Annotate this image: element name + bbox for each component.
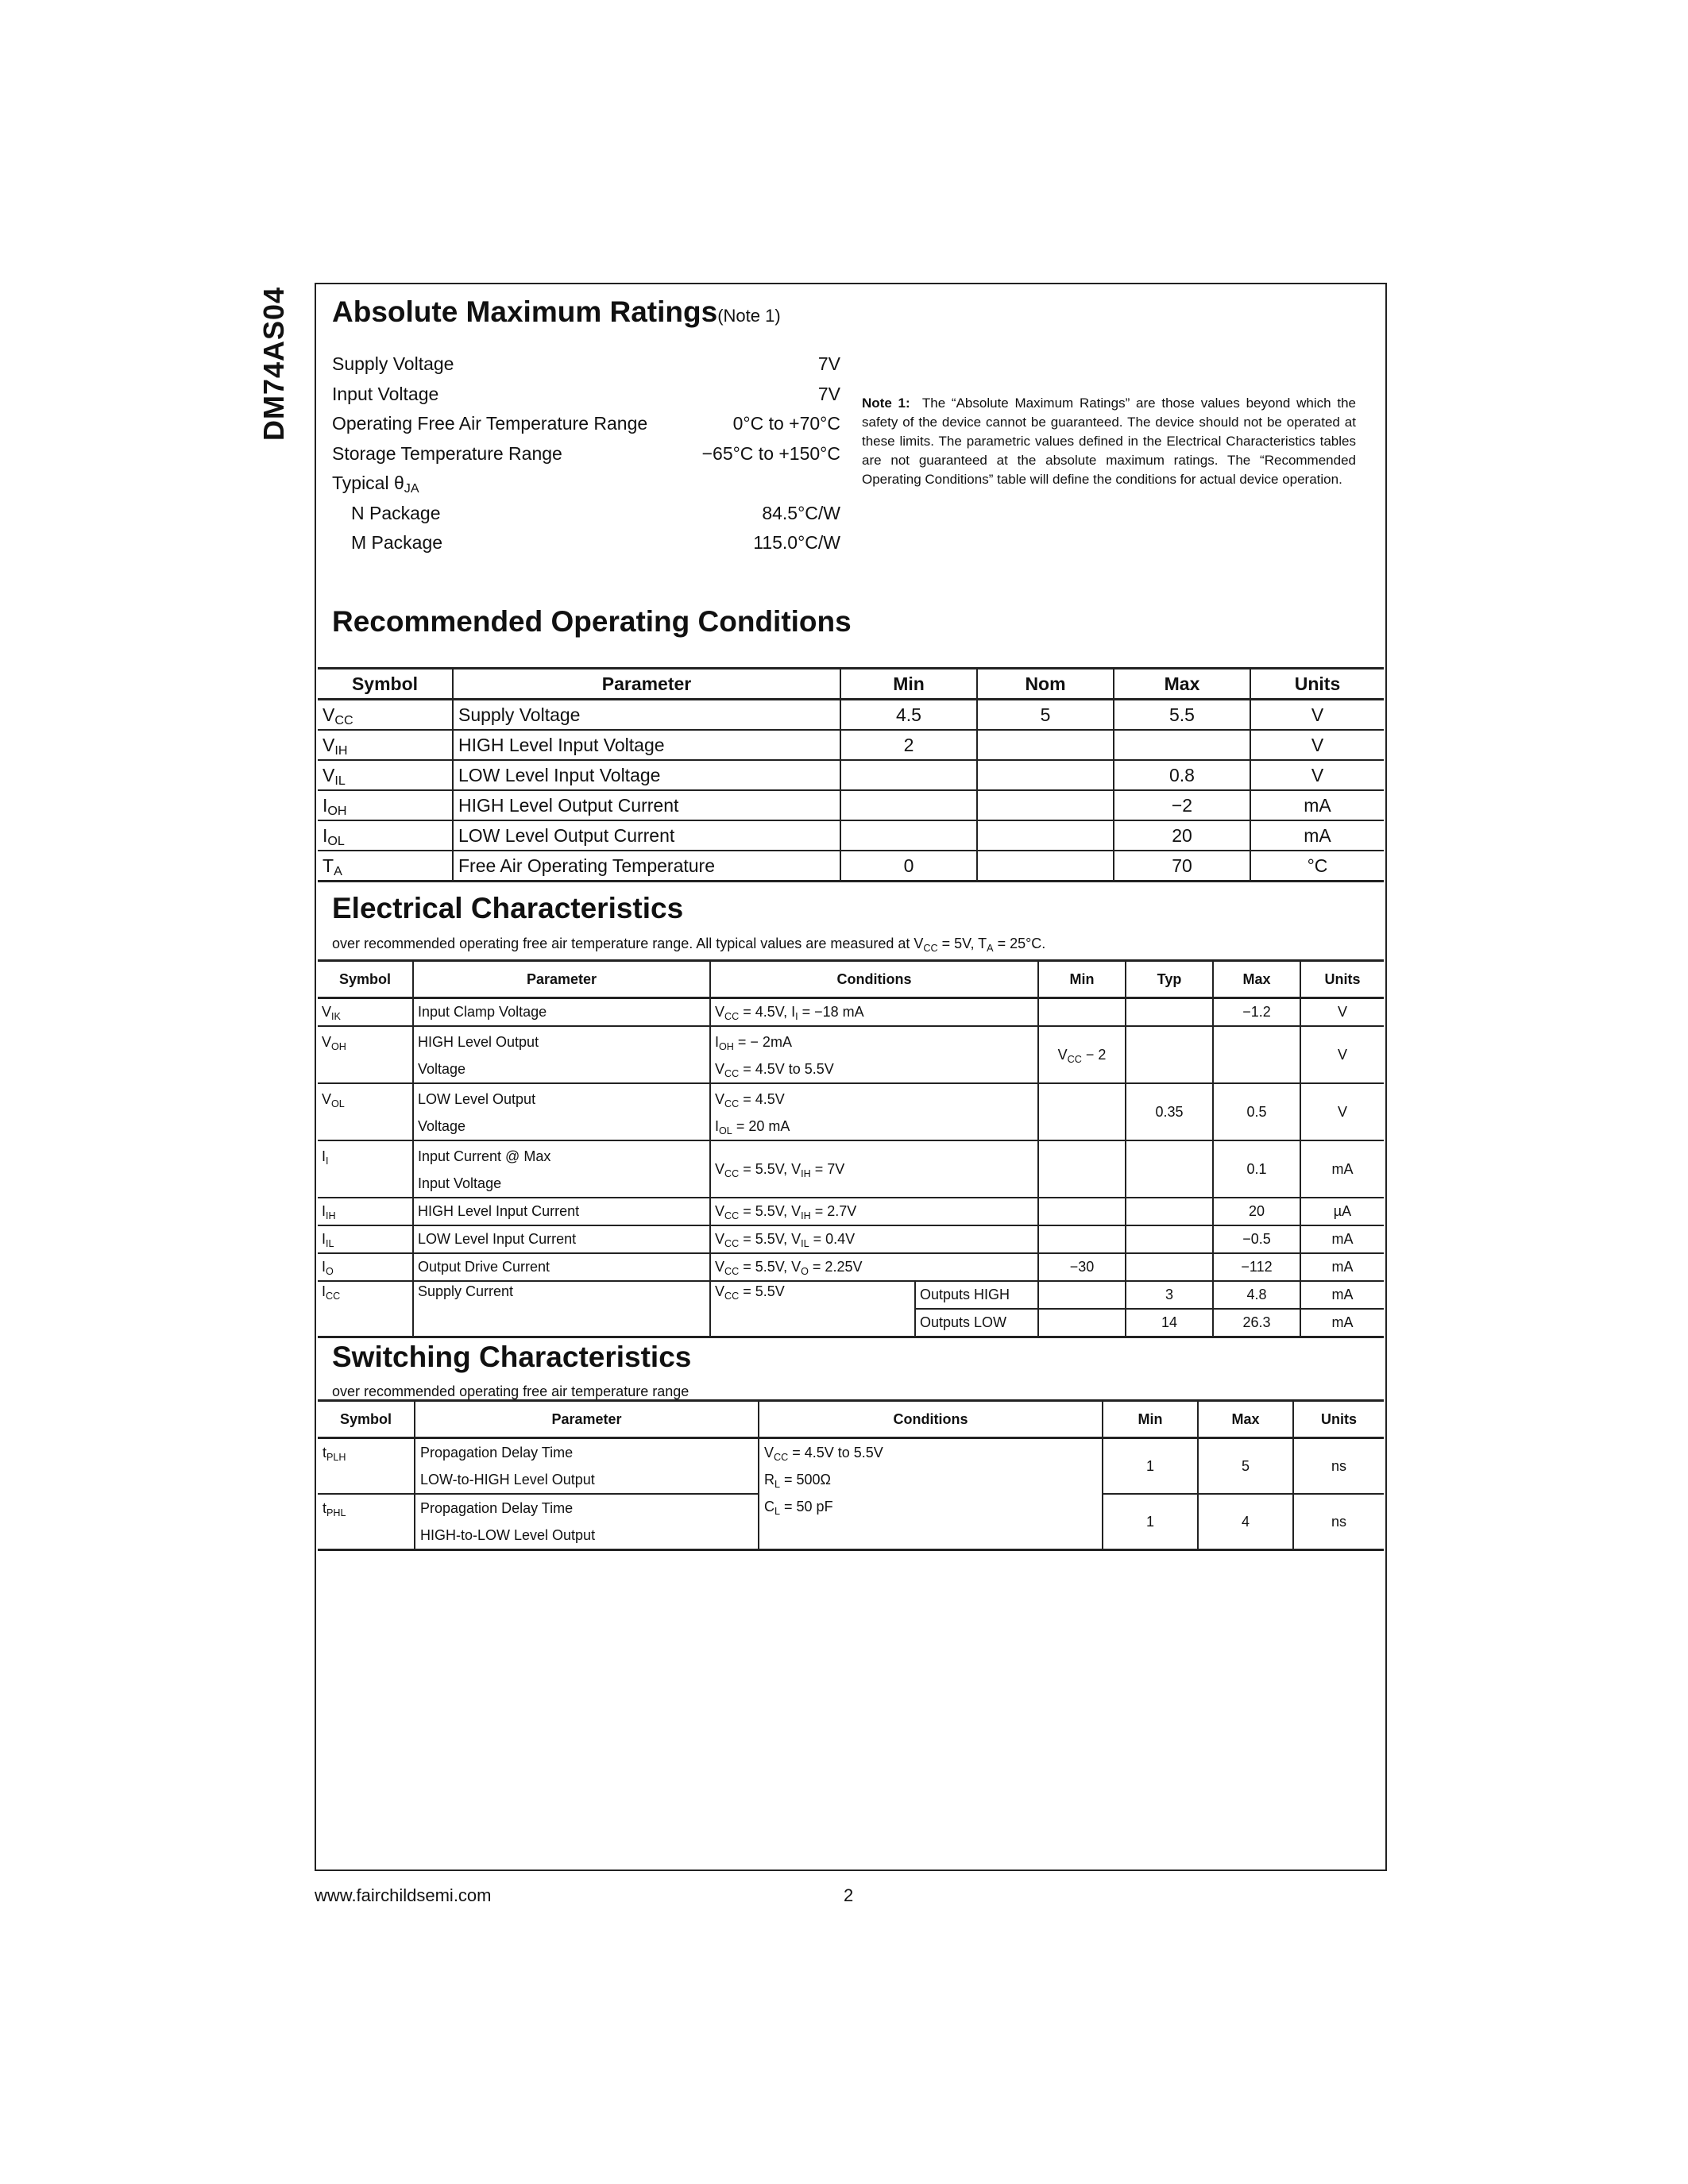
table-cell: LOW-to-HIGH Level Output — [420, 1472, 595, 1488]
table-cell — [1038, 1225, 1126, 1253]
table-cell: mA — [1300, 1225, 1384, 1253]
text: 0°C to +70°C — [732, 413, 840, 434]
text: Typical θ — [332, 473, 404, 493]
table-cell — [318, 820, 453, 851]
table-cell: V — [323, 704, 335, 725]
table-cell: = 500Ω — [780, 1472, 832, 1488]
table-cell: I — [326, 1156, 329, 1167]
table-cell — [710, 1026, 1038, 1083]
table-cell — [318, 1140, 413, 1198]
table-cell — [1126, 1140, 1213, 1198]
table-cell — [318, 1026, 413, 1083]
table-cell: A — [334, 863, 342, 878]
table-cell: IH — [326, 1210, 336, 1221]
table-cell — [413, 1140, 710, 1198]
table-cell: CC — [774, 1452, 789, 1463]
table-cell: = 4.5V — [739, 1091, 785, 1107]
table-cell: mA — [1250, 790, 1384, 820]
sc-subtitle: over recommended operating free air temperature range — [332, 1383, 689, 1399]
ec-heading: Electrical Characteristics — [332, 892, 684, 924]
column-header: Symbol — [318, 669, 453, 700]
table-cell — [318, 1494, 415, 1550]
table-cell: 5 — [977, 700, 1114, 731]
text: = 25°C. — [993, 936, 1046, 951]
table-cell: Output Drive Current — [413, 1253, 710, 1281]
table-cell — [318, 1438, 415, 1495]
table-cell: HIGH Level Input Current — [413, 1198, 710, 1225]
table-cell: Propagation Delay Time — [420, 1445, 574, 1461]
page-number: 2 — [844, 1885, 854, 1905]
table-cell: = 50 pF — [780, 1499, 833, 1515]
table-cell: CC — [326, 1291, 341, 1302]
text: 7V — [817, 353, 840, 374]
table-cell: CC — [1067, 1053, 1082, 1065]
table-cell: CC — [724, 1291, 740, 1302]
column-header: Conditions — [759, 1401, 1103, 1438]
table-cell: t — [323, 1500, 327, 1516]
sc-table — [318, 1399, 1384, 1551]
column-header: Max — [1198, 1401, 1293, 1438]
column-header: Min — [1038, 961, 1126, 998]
table-cell: 2 — [840, 730, 977, 760]
table-cell: −2 — [1114, 790, 1250, 820]
table-cell — [759, 1438, 1103, 1550]
column-header: Parameter — [413, 961, 710, 998]
roc-heading: Recommended Operating Conditions — [332, 605, 852, 638]
table-cell — [710, 1225, 1038, 1253]
amr-row — [332, 528, 840, 558]
table-cell: IK — [331, 1011, 341, 1022]
table-cell — [710, 1198, 1038, 1225]
table-cell — [1126, 998, 1213, 1027]
table-cell: V — [1300, 1026, 1384, 1083]
column-header: Min — [840, 669, 977, 700]
table-cell: I — [322, 1231, 326, 1247]
table-cell — [318, 1198, 413, 1225]
table-cell: 1 — [1103, 1494, 1198, 1550]
table-cell: 70 — [1114, 851, 1250, 882]
side-title — [254, 282, 302, 441]
table-row — [318, 1140, 1384, 1198]
table-cell: I — [322, 1203, 326, 1219]
table-cell — [710, 1281, 915, 1337]
table-cell: CC — [334, 712, 353, 727]
table-cell: °C — [1250, 851, 1384, 882]
table-cell — [415, 1438, 759, 1495]
table-cell: Free Air Operating Temperature — [453, 851, 840, 882]
table-cell — [977, 790, 1114, 820]
table-cell: = 5.5V, V — [739, 1203, 802, 1219]
column-header: Min — [1103, 1401, 1198, 1438]
amr-heading — [332, 295, 781, 329]
table-cell: HIGH Level Output — [418, 1034, 539, 1050]
table-cell: LOW Level Output — [418, 1091, 536, 1107]
table-cell — [977, 730, 1114, 760]
note-ref: (Note 1) — [717, 306, 781, 326]
table-cell: = 5.5V — [739, 1283, 785, 1299]
table-cell: = 5.5V, V — [739, 1259, 802, 1275]
table-cell: 20 — [1213, 1198, 1300, 1225]
table-cell — [318, 1225, 413, 1253]
table-cell: V — [1250, 760, 1384, 790]
table-cell: I — [323, 824, 328, 846]
table-cell: mA — [1250, 820, 1384, 851]
text: M Package — [351, 532, 443, 553]
table-cell: = 5.5V, V — [739, 1160, 802, 1177]
table-cell: IH — [801, 1167, 811, 1179]
table-cell: OH — [327, 803, 347, 818]
roc-table — [318, 667, 1384, 882]
text: The “Absolute Maximum Ratings” are those values beyond which the safety of the device cannot be guaranteed. The device should not be operated at these limits. The parametric values defined in the Electrical Characteristics tables are not guaranteed at the absolute maximum ratings. The “Recommended Operating Conditions” table will define the conditions for actual device operation. — [862, 396, 1356, 487]
table-cell: CC — [724, 1210, 740, 1221]
table-row — [318, 1225, 1384, 1253]
table-row — [318, 820, 1384, 851]
text: CC — [923, 943, 938, 954]
table-cell — [318, 790, 453, 820]
table-cell: 26.3 — [1213, 1309, 1300, 1337]
table-cell: mA — [1300, 1281, 1384, 1309]
table-cell: PHL — [326, 1507, 346, 1518]
table-cell: = 0.4V — [809, 1231, 856, 1247]
table-header-row — [318, 1401, 1384, 1438]
table-cell: 20 — [1114, 820, 1250, 851]
table-cell: V — [715, 1283, 725, 1299]
ec-subtitle — [332, 936, 1045, 952]
table-cell — [840, 820, 977, 851]
table-cell: mA — [1300, 1253, 1384, 1281]
amr-row — [332, 409, 840, 439]
table-cell: V — [322, 1091, 332, 1107]
table-cell: = 7V — [810, 1160, 845, 1177]
table-cell: CC — [724, 1167, 740, 1179]
table-header-row — [318, 961, 1384, 998]
column-header: Symbol — [318, 961, 413, 998]
table-cell: V — [322, 1004, 332, 1020]
table-cell: V — [323, 764, 335, 785]
table-cell: = 20 mA — [732, 1118, 790, 1134]
table-cell: 0.5 — [1213, 1083, 1300, 1140]
table-cell: −112 — [1213, 1253, 1300, 1281]
text: −65°C to +150°C — [701, 442, 840, 464]
table-cell — [1038, 1083, 1126, 1140]
table-cell — [977, 820, 1114, 851]
table-cell: 5.5 — [1114, 700, 1250, 731]
table-cell: T — [323, 855, 334, 876]
amr-row — [332, 469, 840, 499]
table-cell: 3 — [1126, 1281, 1213, 1309]
table-cell: −1.2 — [1213, 998, 1300, 1027]
table-cell — [1038, 998, 1126, 1027]
table-row — [318, 1253, 1384, 1281]
table-cell — [840, 790, 977, 820]
table-cell — [710, 1083, 1038, 1140]
table-cell: = 2.7V — [810, 1203, 857, 1219]
footer-url[interactable]: www.fairchildsemi.com — [315, 1885, 492, 1905]
ec-table — [318, 959, 1384, 1338]
table-cell: Supply Voltage — [453, 700, 840, 731]
table-row — [318, 1198, 1384, 1225]
table-cell — [1038, 1140, 1126, 1198]
table-cell: 4 — [1198, 1494, 1293, 1550]
column-header: Units — [1250, 669, 1384, 700]
table-cell: = − 2mA — [733, 1034, 792, 1050]
column-header: Max — [1114, 669, 1250, 700]
table-cell: I — [795, 1011, 798, 1022]
table-cell: ns — [1293, 1438, 1384, 1495]
table-cell: IH — [801, 1210, 811, 1221]
table-cell: I — [715, 1118, 720, 1134]
table-cell — [415, 1494, 759, 1550]
table-cell: O — [326, 1266, 334, 1277]
table-cell: V — [715, 1091, 725, 1107]
table-cell: Supply Current — [413, 1281, 710, 1337]
column-header: Typ — [1126, 961, 1213, 998]
table-cell: I — [322, 1259, 326, 1275]
table-cell: V — [1300, 1083, 1384, 1140]
table-row — [318, 730, 1384, 760]
table-cell — [318, 998, 413, 1027]
table-cell: LOW Level Input Current — [413, 1225, 710, 1253]
text: Absolute Maximum Ratings — [332, 295, 718, 328]
column-header: Units — [1300, 961, 1384, 998]
table-cell: −30 — [1038, 1253, 1126, 1281]
table-cell: OH — [719, 1041, 734, 1052]
column-header: Conditions — [710, 961, 1038, 998]
text: Note 1: — [862, 396, 910, 411]
table-cell — [318, 1281, 413, 1337]
table-cell: IL — [334, 773, 346, 788]
table-cell: O — [801, 1266, 809, 1277]
table-cell — [1038, 1309, 1126, 1337]
table-cell: mA — [1300, 1309, 1384, 1337]
table-cell: PLH — [326, 1452, 346, 1463]
table-cell: OH — [331, 1041, 346, 1052]
table-cell — [1038, 1281, 1126, 1309]
table-cell: I — [322, 1148, 326, 1164]
table-row — [318, 1438, 1384, 1495]
table-cell: V — [1300, 998, 1384, 1027]
table-cell: V — [715, 1061, 725, 1077]
table-cell: L — [774, 1479, 781, 1490]
table-cell: 14 — [1126, 1309, 1213, 1337]
table-cell — [1038, 1026, 1126, 1083]
text: JA — [404, 481, 419, 496]
table-cell — [318, 760, 453, 790]
amr-row — [332, 349, 840, 380]
table-cell — [1038, 1198, 1126, 1225]
table-cell: V — [764, 1445, 774, 1461]
table-cell: OL — [327, 833, 345, 848]
table-cell — [1126, 1253, 1213, 1281]
table-cell: V — [323, 734, 335, 755]
table-cell: 0.1 — [1213, 1140, 1300, 1198]
table-cell: IL — [801, 1238, 809, 1249]
table-row — [318, 1281, 1384, 1309]
part-number: DM74AS04 — [257, 286, 290, 441]
table-row — [318, 700, 1384, 731]
table-cell: V — [322, 1034, 332, 1050]
table-cell: Propagation Delay Time — [420, 1500, 574, 1516]
table-cell: LOW Level Output Current — [453, 820, 840, 851]
table-cell — [318, 730, 453, 760]
text: Operating Free Air Temperature Range — [332, 413, 648, 434]
table-cell — [1213, 1026, 1300, 1083]
amr-row — [332, 499, 840, 529]
table-row — [318, 998, 1384, 1027]
table-cell: = 4.5V to 5.5V — [739, 1061, 834, 1077]
table-cell: 0.35 — [1126, 1083, 1213, 1140]
table-cell: 0 — [840, 851, 977, 882]
table-cell — [318, 1253, 413, 1281]
table-cell — [710, 1140, 1038, 1198]
table-cell: = 4.5V to 5.5V — [788, 1445, 883, 1461]
table-cell: V — [1057, 1046, 1068, 1063]
table-cell: ns — [1293, 1494, 1384, 1550]
table-cell: 4.5 — [840, 700, 977, 731]
table-cell: I — [323, 794, 328, 816]
table-cell: 0.8 — [1114, 760, 1250, 790]
table-cell: I — [322, 1283, 326, 1299]
table-row — [318, 1026, 1384, 1083]
table-cell — [318, 1083, 413, 1140]
table-cell: IL — [326, 1238, 334, 1249]
table-cell: LOW Level Input Voltage — [453, 760, 840, 790]
table-cell — [1126, 1198, 1213, 1225]
text: 115.0°C/W — [753, 532, 840, 553]
table-cell: 1 — [1103, 1438, 1198, 1495]
text: N Package — [351, 502, 441, 523]
table-cell: V — [715, 1160, 725, 1177]
note-1 — [862, 394, 1356, 489]
table-row — [318, 790, 1384, 820]
table-cell: OL — [331, 1098, 345, 1109]
table-cell: − 2 — [1081, 1046, 1107, 1063]
table-cell — [710, 998, 1038, 1027]
text: 84.5°C/W — [762, 502, 840, 523]
table-cell: R — [764, 1472, 774, 1488]
table-cell: HIGH Level Input Voltage — [453, 730, 840, 760]
column-header: Nom — [977, 669, 1114, 700]
column-header: Parameter — [415, 1401, 759, 1438]
table-cell: V — [1250, 700, 1384, 731]
table-cell: C — [764, 1499, 774, 1515]
table-cell: CC — [724, 1068, 740, 1079]
table-cell: 4.8 — [1213, 1281, 1300, 1309]
amr-row — [332, 439, 840, 469]
table-cell: CC — [724, 1266, 740, 1277]
sc-heading: Switching Characteristics — [332, 1341, 692, 1373]
table-cell: V — [715, 1203, 725, 1219]
table-cell: Voltage — [418, 1061, 466, 1077]
table-header-row — [318, 669, 1384, 700]
table-cell: = 2.25V — [808, 1259, 863, 1275]
table-cell: Voltage — [418, 1118, 466, 1134]
table-cell: V — [715, 1004, 725, 1020]
table-cell — [413, 1026, 710, 1083]
table-cell: HIGH-to-LOW Level Output — [420, 1527, 596, 1543]
table-cell: = −18 mA — [798, 1004, 864, 1020]
table-cell — [318, 700, 453, 731]
table-cell: Input Voltage — [418, 1175, 502, 1191]
table-cell: CC — [724, 1238, 740, 1249]
table-cell: V — [715, 1231, 725, 1247]
table-cell — [413, 1083, 710, 1140]
table-cell: = 5.5V, V — [739, 1231, 802, 1247]
table-cell: t — [323, 1445, 327, 1461]
table-row — [318, 851, 1384, 882]
table-cell — [710, 1253, 1038, 1281]
text: Storage Temperature Range — [332, 442, 562, 464]
table-cell: HIGH Level Output Current — [453, 790, 840, 820]
table-cell: CC — [724, 1011, 740, 1022]
amr-row — [332, 380, 840, 410]
table-cell: −0.5 — [1213, 1225, 1300, 1253]
table-cell — [977, 760, 1114, 790]
table-cell: L — [774, 1506, 781, 1517]
table-cell: OL — [719, 1125, 732, 1136]
table-cell: Input Current @ Max — [418, 1148, 551, 1164]
text: A — [987, 943, 994, 954]
text: 7V — [817, 383, 840, 404]
table-row — [318, 760, 1384, 790]
table-cell: 5 — [1198, 1438, 1293, 1495]
column-header: Parameter — [453, 669, 840, 700]
table-cell: Input Clamp Voltage — [413, 998, 710, 1027]
table-cell: = 4.5V, I — [739, 1004, 796, 1020]
table-row — [318, 1083, 1384, 1140]
table-cell: V — [1250, 730, 1384, 760]
table-cell: V — [715, 1259, 725, 1275]
table-cell: mA — [1300, 1140, 1384, 1198]
text: Supply Voltage — [332, 353, 454, 374]
amr-list — [332, 349, 840, 558]
column-header: Symbol — [318, 1401, 415, 1438]
table-cell — [840, 760, 977, 790]
table-cell — [1126, 1225, 1213, 1253]
table-cell: µA — [1300, 1198, 1384, 1225]
table-cell — [318, 851, 453, 882]
text: = 5V, T — [937, 936, 987, 951]
table-cell: I — [715, 1034, 720, 1050]
table-cell: Outputs LOW — [915, 1309, 1038, 1337]
table-cell: IH — [334, 743, 348, 758]
column-header: Max — [1213, 961, 1300, 998]
column-header: Units — [1293, 1401, 1384, 1438]
table-cell: Outputs HIGH — [915, 1281, 1038, 1309]
text: over recommended operating free air temperature range. All typical values are measured at V — [332, 936, 924, 951]
text: Input Voltage — [332, 383, 439, 404]
table-cell — [977, 851, 1114, 882]
table-cell — [1114, 730, 1250, 760]
table-cell — [1126, 1026, 1213, 1083]
table-cell: CC — [724, 1098, 740, 1109]
